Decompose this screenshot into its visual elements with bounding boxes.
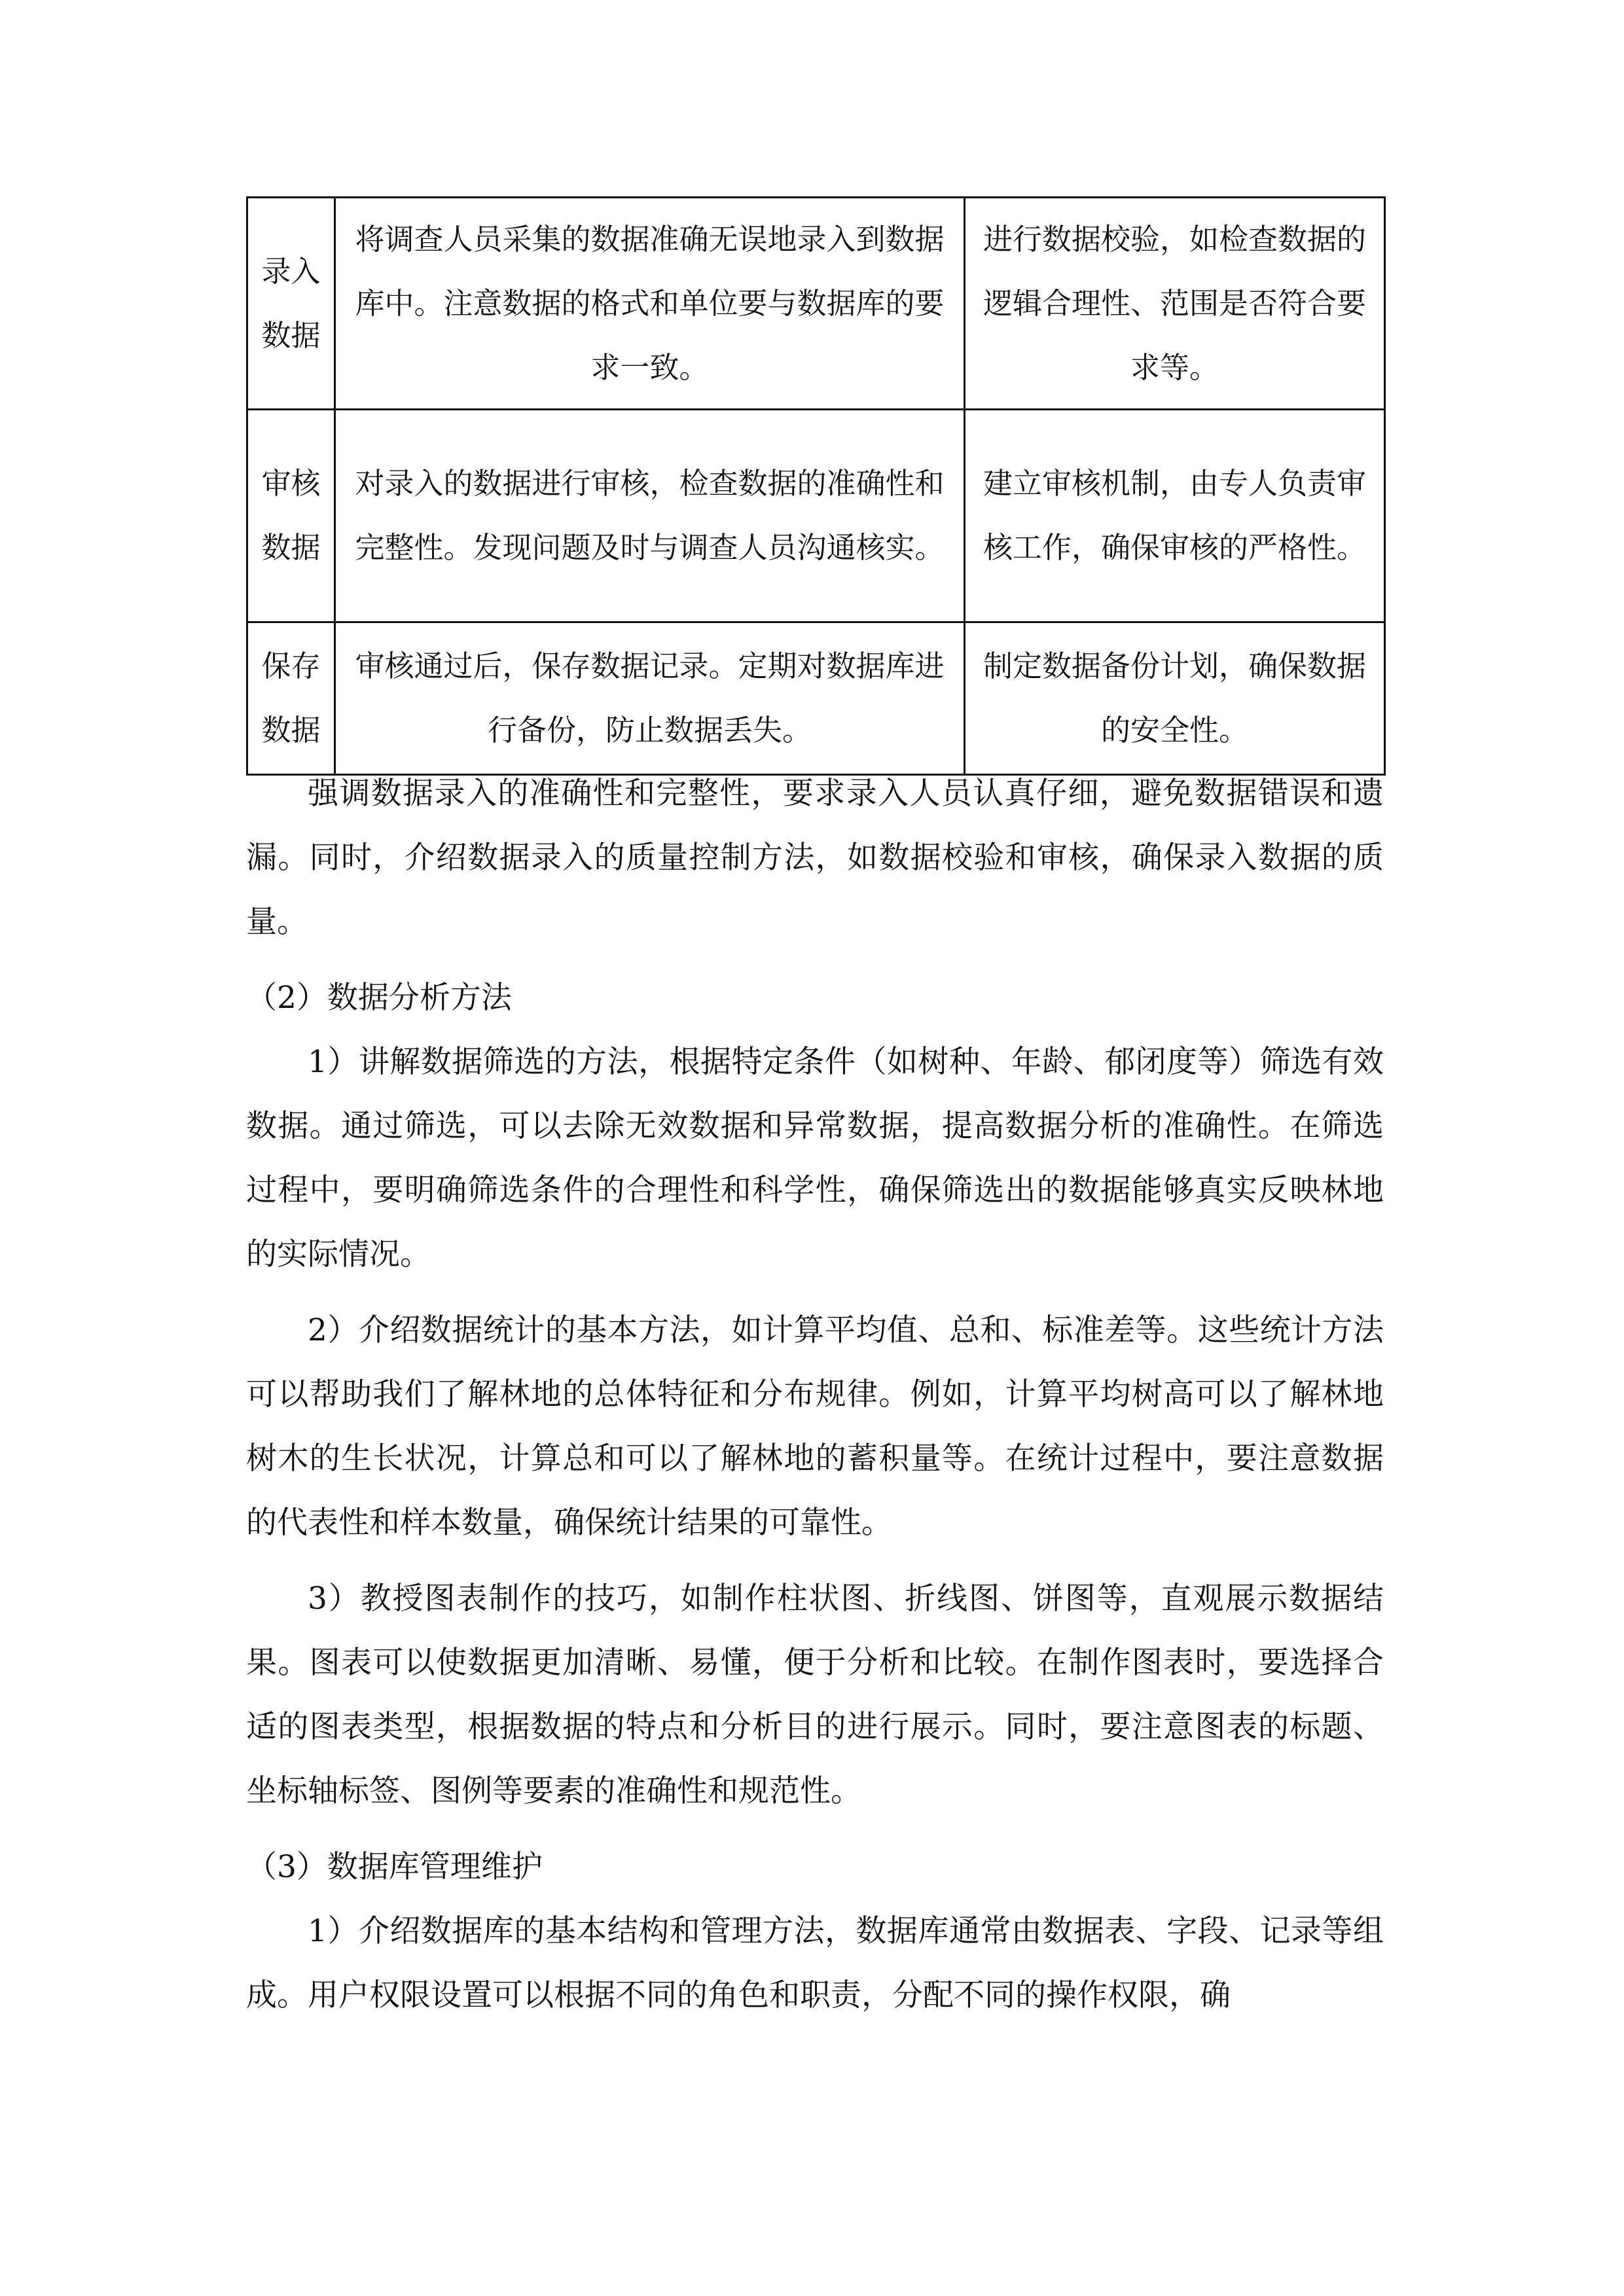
- table-cell-control: 建立审核机制，由专人负责审核工作，确保审核的严格性。: [965, 410, 1385, 622]
- paragraph: 1）讲解数据筛选的方法，根据特定条件（如树种、年龄、郁闭度等）筛选有效数据。通过筛选，可以去除无效数据和异常数据，提高数据分析的准确性。在筛选过程中，要明确筛选条件的合理性和科学性，确保筛选出的数据能够真实反映林地的实际情况。: [246, 1044, 1384, 1272]
- table-cell-control: 进行数据校验，如检查数据的逻辑合理性、范围是否符合要求等。: [965, 198, 1385, 410]
- table-cell-content: 将调查人员采集的数据准确无误地录入到数据库中。注意数据的格式和单位要与数据库的要求一致。: [335, 198, 965, 410]
- table-row: [247, 198, 1385, 410]
- paragraph: 3）教授图表制作的技巧，如制作柱状图、折线图、饼图等，直观展示数据结果。图表可以使数据更加清晰、易懂，便于分析和比较。在制作图表时，要选择合适的图表类型，根据数据的特点和分析目的进行展示。同时，要注意图表的标题、坐标轴标签、图例等要素的准确性和规范性。: [246, 1581, 1384, 1809]
- table-cell-step: 审核数据: [247, 410, 335, 622]
- data-entry-process-table: [246, 196, 1386, 776]
- table-cell-step: 录入数据: [247, 198, 335, 410]
- table-row: [247, 410, 1385, 622]
- table-cell-step: 保存数据: [247, 622, 335, 775]
- paragraph: 1）介绍数据库的基本结构和管理方法，数据库通常由数据表、字段、记录等组成。用户权限设置可以根据不同的角色和职责，分配不同的操作权限，确: [246, 1913, 1384, 2013]
- section-2-heading: （2）数据分析方法: [246, 980, 512, 1016]
- table-row: [247, 622, 1385, 775]
- section-3-heading: （3）数据库管理维护: [246, 1849, 543, 1885]
- body-text: [246, 762, 1384, 2028]
- paragraph: 2）介绍数据统计的基本方法，如计算平均值、总和、标准差等。这些统计方法可以帮助我们了解林地的总体特征和分布规律。例如，计算平均树高可以了解林地树木的生长状况，计算总和可以了解林地的蓄积量等。在统计过程中，要注意数据的代表性和样本数量，确保统计结果的可靠性。: [246, 1312, 1384, 1541]
- intro-paragraph: 强调数据录入的准确性和完整性，要求录入人员认真仔细，避免数据错误和遗漏。同时，介绍数据录入的质量控制方法，如数据校验和审核，确保录入数据的质量。: [246, 776, 1384, 940]
- table-cell-content: 对录入的数据进行审核，检查数据的准确性和完整性。发现问题及时与调查人员沟通核实。: [335, 410, 965, 622]
- table-cell-content: 审核通过后，保存数据记录。定期对数据库进行备份，防止数据丢失。: [335, 622, 965, 775]
- table-cell-control: 制定数据备份计划，确保数据的安全性。: [965, 622, 1385, 775]
